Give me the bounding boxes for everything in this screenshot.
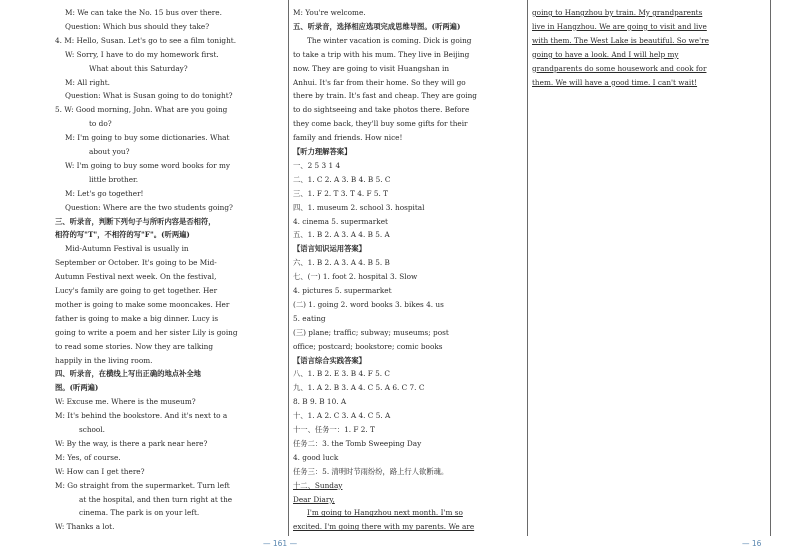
- text-line: 八、1. B 2. E 3. B 4. F 5. C: [293, 369, 390, 379]
- text-line: What about this Saturday?: [89, 63, 188, 73]
- text-line: excited. I'm going there with my parents. We are: [293, 522, 475, 532]
- page-number-right: — 16: [742, 539, 762, 548]
- text-line: W: By the way, is there a park near here?: [55, 438, 208, 448]
- text-line: 三、1. F 2. T 3. T 4. F 5. T: [293, 188, 389, 198]
- page-number-left: — 161 —: [263, 539, 298, 548]
- text-line: family and friends. How nice!: [293, 133, 403, 143]
- text-line: grandparents do some housework and cook for: [532, 63, 707, 73]
- text-line: I'm going to Hangzhou next month. I'm so: [307, 508, 463, 518]
- text-line: to take a trip with his mum. They live in Beijing: [293, 49, 470, 59]
- text-line: Dear Diary,: [293, 494, 335, 504]
- text-line: 4. pictures 5. supermarket: [293, 286, 392, 295]
- text-line: mother is going to make some mooncakes. Her: [55, 299, 230, 309]
- column-divider-1: [288, 0, 289, 536]
- text-line: M: We can take the No. 15 bus over there.: [65, 8, 222, 17]
- text-line: M: It's behind the bookstore. And it's next to a: [55, 411, 228, 421]
- text-line: to do sightseeing and take photos there. Before: [293, 105, 470, 115]
- text-line: going to Hangzhou by train. My grandparents: [532, 8, 703, 17]
- text-line: M: Go straight from the supermarket. Turn left: [55, 480, 230, 490]
- text-line: M: Let's go together!: [65, 188, 144, 198]
- text-line: W: Sorry, I have to do my homework first.: [65, 49, 219, 59]
- text-line: 五、听录音，选择相应选项完成思维导图。(听两遍): [293, 21, 461, 31]
- text-line: 十、1. A 2. C 3. A 4. C 5. A: [293, 411, 391, 421]
- text-line: Mid-Autumn Festival is usually in: [65, 244, 189, 254]
- text-line: 十一、任务一：1. F 2. T: [293, 425, 375, 434]
- text-line: 一、2 5 3 1 4: [293, 160, 341, 170]
- column-divider-3: [770, 0, 771, 536]
- text-line: 七、(一) 1. foot 2. hospital 3. Slow: [293, 272, 418, 282]
- text-line: 二、1. C 2. A 3. B 4. B 5. C: [293, 174, 391, 184]
- text-line: them. We will have a good time. I can't wait!: [532, 77, 698, 87]
- text-line: W: Excuse me. Where is the museum?: [55, 397, 196, 407]
- text-line: 5. W: Good morning, John. What are you going: [55, 105, 228, 115]
- text-line: 图。(听两遍): [55, 383, 99, 393]
- text-line: 十二、Sunday: [293, 480, 343, 490]
- text-line: going to have a look. And I will help my: [532, 49, 679, 59]
- text-line: W: How can I get there?: [55, 466, 145, 476]
- text-line: 九、1. A 2. B 3. A 4. C 5. A 6. C 7. C: [293, 383, 425, 393]
- text-line: 4. good luck: [293, 452, 339, 462]
- text-line: W: Thanks a lot.: [55, 522, 115, 532]
- text-column-1: [55, 0, 286, 535]
- text-line: 任务三：5. 清明时节雨纷纷，路上行人欲断魂。: [293, 466, 449, 476]
- text-line: 任务二：3. the Tomb Sweeping Day: [293, 438, 422, 448]
- text-line: 5. eating: [293, 313, 326, 323]
- text-line: The winter vacation is coming. Dick is going: [307, 35, 472, 45]
- column-divider-2: [527, 0, 528, 536]
- text-line: 【听力理解答案】: [293, 147, 352, 156]
- text-line: September or October. It's going to be Mid-: [55, 258, 217, 268]
- text-line: 六、1. B 2. A 3. A 4. B 5. B: [293, 258, 390, 268]
- text-line: W: I'm going to buy some word books for my: [65, 160, 231, 170]
- text-line: going to write a poem and her sister Lily is going: [55, 327, 238, 337]
- text-line: M: You're welcome.: [293, 8, 366, 17]
- text-line: with them. The West Lake is beautiful. So we're: [532, 35, 709, 45]
- text-line: 四、1. museum 2. school 3. hospital: [293, 202, 425, 212]
- text-line: Anhui. It's far from their home. So they will go: [293, 77, 466, 87]
- text-line: Autumn Festival next week. On the festival,: [55, 272, 217, 282]
- text-line: there by train. It's fast and cheap. They are going: [293, 91, 477, 101]
- text-line: 【语言知识运用答案】: [293, 244, 366, 254]
- text-line: about you?: [89, 147, 130, 156]
- text-line: to do?: [89, 119, 112, 129]
- text-line: M: Yes, of course.: [55, 452, 121, 462]
- text-line: 8. B 9. B 10. A: [293, 397, 347, 407]
- text-line: office; postcard; bookstore; comic books: [293, 341, 443, 351]
- text-line: school.: [79, 425, 105, 434]
- text-line: 4. M: Hello, Susan. Let's go to see a film tonight.: [55, 35, 237, 45]
- text-line: (二) 1. going 2. word books 3. bikes 4. us: [293, 299, 444, 309]
- text-line: 相符的写"T"，不相符的写"F"。(听两遍): [55, 230, 190, 240]
- text-line: Question: Where are the two students going?: [65, 202, 233, 212]
- text-line: to read some stories. Now they are talking: [55, 341, 214, 351]
- text-line: 4. cinema 5. supermarket: [293, 216, 388, 226]
- text-line: 五、1. B 2. A 3. A 4. B 5. A: [293, 230, 390, 240]
- text-line: father is going to make a big dinner. Lucy is: [55, 313, 219, 323]
- text-line: M: All right.: [65, 77, 110, 87]
- text-line: M: I'm going to buy some dictionaries. What: [65, 133, 230, 143]
- text-line: Question: Which bus should they take?: [65, 21, 210, 31]
- text-column-3: [532, 0, 765, 535]
- text-line: cinema. The park is on your left.: [79, 508, 200, 518]
- text-column-2: [293, 0, 523, 535]
- text-line: 三、听录音，判断下列句子与所听内容是否相符，: [55, 216, 216, 226]
- text-line: 【语言综合实践答案】: [293, 355, 366, 365]
- text-line: happily in the living room.: [55, 355, 153, 365]
- text-line: they come back, they'll buy some gifts for their: [293, 119, 468, 129]
- text-line: at the hospital, and then turn right at the: [79, 494, 233, 504]
- text-line: (三) plane; traffic; subway; museums; post: [293, 327, 449, 337]
- text-line: now. They are going to visit Huangshan in: [293, 63, 450, 73]
- text-line: little brother.: [89, 174, 139, 184]
- text-line: 四、听录音，在横线上写出正确的地点补全地: [55, 369, 201, 379]
- text-line: Question: What is Susan going to do tonight?: [65, 91, 233, 101]
- text-line: Lucy's family are going to get together. Her: [55, 286, 218, 295]
- text-line: live in Hangzhou. We are going to visit and live: [532, 21, 707, 31]
